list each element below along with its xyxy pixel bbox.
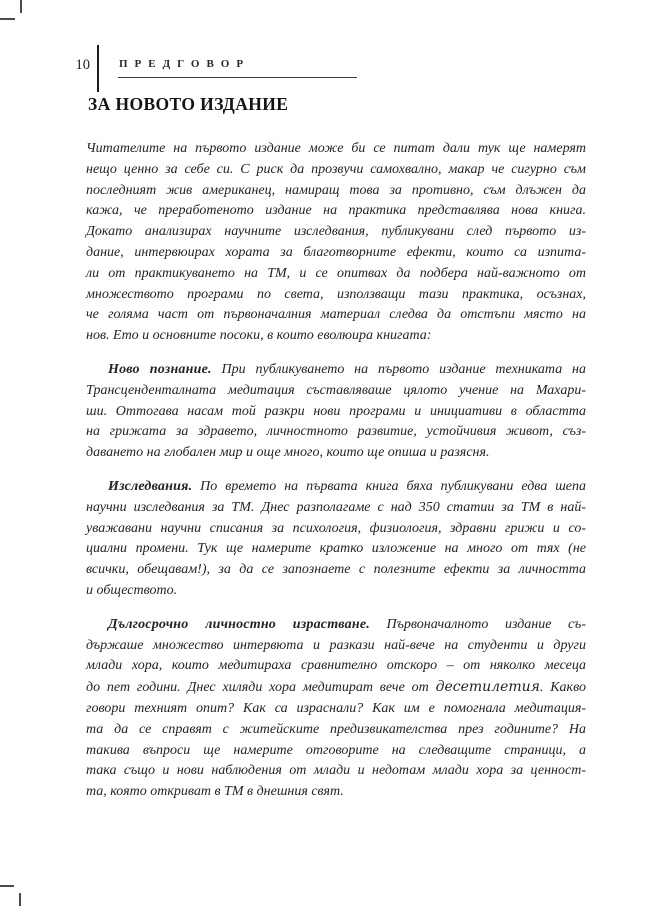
run-in-heading: Дългосрочно личностно израстване. — [108, 616, 370, 632]
text-line: ли от практикуването на ТМ, и се опитвах да подбера най-важното от — [86, 265, 586, 281]
text-line: уважавани научни списания за психология, физиология, здравни грижи и со- — [86, 520, 586, 536]
paragraph — [86, 615, 586, 803]
text-line: Читателите на първото издание може би се питат дали тук ще намерят — [86, 141, 586, 156]
text-line: до пет години. Днес хиляди хора медитират вече от десетилетия. Какво — [86, 679, 586, 696]
text-line: че голяма част от първоначалния материал следва да отстъпи място на — [86, 307, 586, 323]
text-line: такива въпроси ще намерите отговорите на следващите страници, а — [86, 742, 586, 758]
paragraph — [86, 360, 586, 464]
text-line: държаше множество интервюта и разкази най-вече на студенти и други — [86, 637, 586, 653]
header-rule — [118, 77, 357, 78]
text-line: циални промени. Тук ще намерите кратко изложение на много от тях (не — [86, 541, 586, 557]
page-number: 10 — [75, 57, 90, 73]
emphasized-word: десетилетия — [435, 679, 540, 696]
paragraph — [86, 139, 586, 347]
text-line: кажа, че преработеното издание на практика представлява нова книга. — [86, 203, 586, 219]
text-line: дание, интервюирах хората за благотворните ефекти, които са изпита- — [86, 244, 586, 260]
section-title: ЗА НОВОТО ИЗДАНИЕ — [88, 94, 289, 114]
text-line: нов. Ето и основните посоки, в които еволюира книгата: — [86, 328, 432, 344]
crop-mark-top-left-horizontal — [0, 18, 15, 20]
crop-mark-bottom-left-horizontal — [0, 885, 14, 887]
text-line: Докато анализирах научните изследвания, публикувани след първото из- — [86, 224, 586, 240]
text-line: Изследвания. По времето на първата книга бяха публикувани едва шепа — [108, 478, 586, 494]
text-line: и обществото. — [86, 582, 178, 598]
crop-mark-top-left-vertical — [20, 0, 22, 13]
text-line: всички, обещавам!), за да се запознаете с полезните ефекти за личността — [86, 562, 586, 578]
text-line: нещо ценно за себе си. С риск да прозвучи самохвално, макар че сигурно съм — [86, 161, 586, 177]
text-line: Дългосрочно личностно израстване. Първоначалното издание съ- — [108, 616, 586, 632]
text-line: множеството програми по света, използващи тази практика, осъзнах, — [86, 286, 586, 302]
text-line: говори техният опит? Как са израснали? Как им е помогнала медитация- — [86, 700, 586, 716]
text-line: така също и нови наблюдения от млади и недотам млади хора за ценност- — [86, 763, 586, 779]
text-line: ши. Оттогава насам той разкри нови програми и инициативи в областта — [86, 403, 586, 419]
run-in-heading: Ново познание. — [108, 361, 212, 377]
text-line: млади хора, които медитираха сравнително отскоро – от няколко месеца — [86, 658, 586, 674]
text-line: Трансценденталната медитация съставляваше цялото учение на Махари- — [86, 382, 586, 398]
paragraph — [86, 477, 586, 602]
text-line: даването на глобален мир и още много, които ще опиша и разясня. — [86, 445, 490, 461]
text-line: та да се справят с житейските предизвикателства през годините? На — [86, 721, 586, 737]
header-divider-bar — [97, 45, 99, 92]
text-line: на грижата за здравето, личностното развитие, устойчивия живот, съз- — [86, 424, 586, 440]
running-head: ПРЕДГОВОР — [119, 58, 251, 70]
text-line: та, която откриват в ТМ в днешния свят. — [86, 784, 344, 800]
crop-mark-bottom-left-vertical — [19, 893, 21, 906]
text-line: последният жив американец, намиращ това за противно, съм длъжен да — [86, 182, 586, 198]
text-line: Ново познание. При публикуването на първото издание техниката на — [108, 361, 586, 377]
run-in-heading: Изследвания. — [108, 478, 193, 494]
text-line: научни изследвания за ТМ. Днес разполагаме с над 350 статии за ТМ в най- — [86, 499, 586, 515]
body-text — [86, 139, 586, 816]
